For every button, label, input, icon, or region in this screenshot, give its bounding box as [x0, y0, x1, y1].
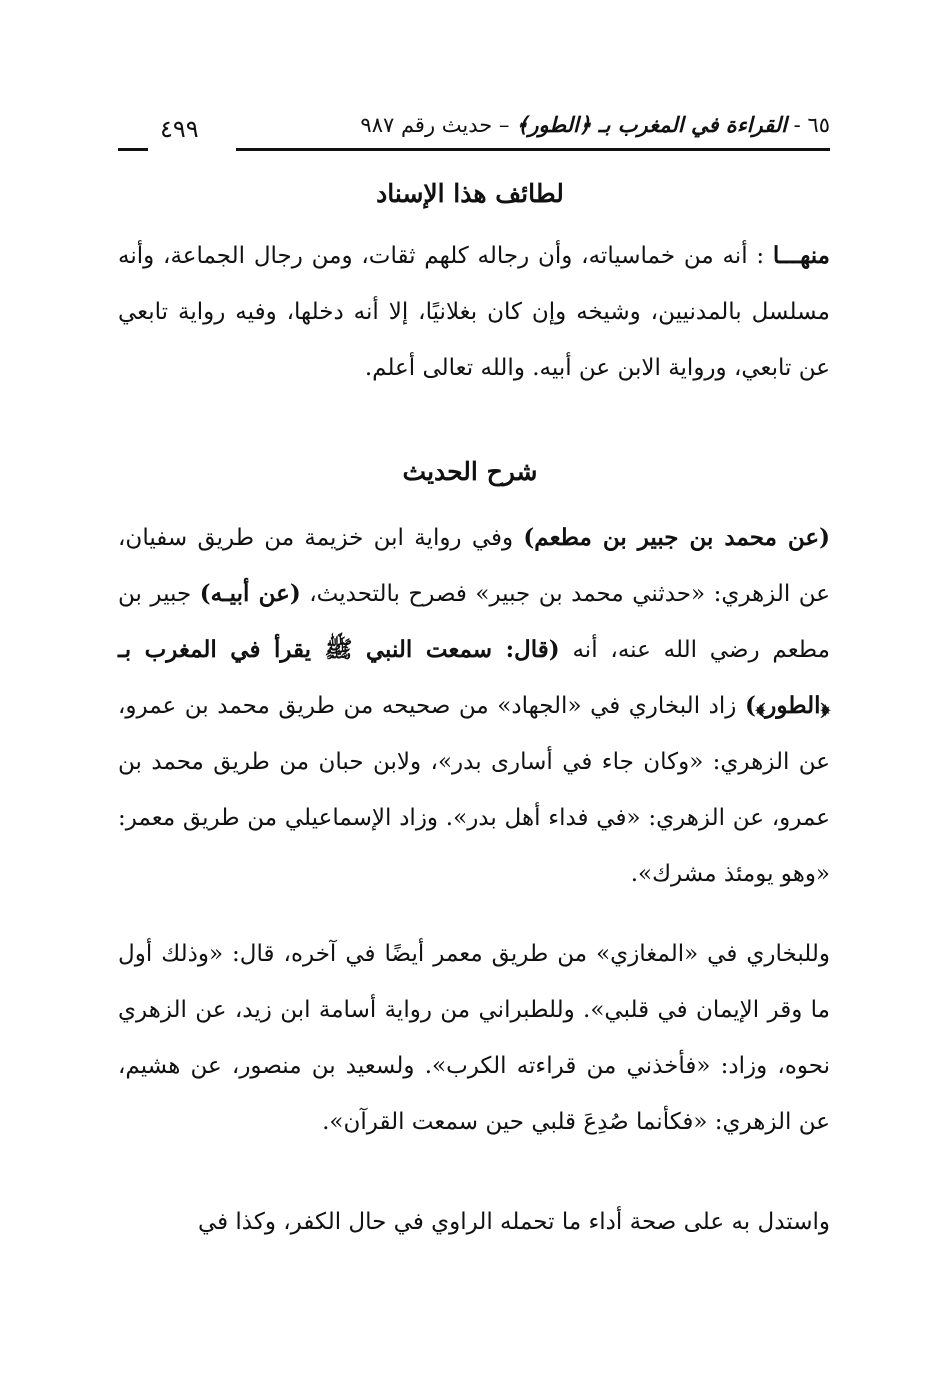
page-number-rule [118, 148, 148, 151]
paragraph-text: زاد البخاري في «الجهاد» من صحيحه من طريق محمد بن عمرو، عن الزهري: «وكان جاء في أسارى بدر»، ولابن حبان من طريق محمد بن عمرو، عن الزهري: «في فداء أهل بدر». وزاد الإسماعيلي من طريق معمر: «وهو يومئذ مشرك». [118, 693, 830, 887]
paragraph-sharh-2: وللبخاري في «المغازي» من طريق معمر أيضًا في آخره، قال: «وذلك أول ما وقر الإيمان في قلبي». وللطبراني من رواية أسامة ابن زيد، عن الزهري نحوه، وزاد: «فأخذني من قراءته الكرب». ولسعيد بن منصور، عن هشيم، عن الزهري: «فكأنما صُدِعَ قلبي حين سمعت القرآن». [118, 941, 830, 1135]
header-rule [236, 148, 830, 151]
paragraph-sharh-3: واستدل به على صحة أداء ما تحمله الراوي في حال الكفر، وكذا في [197, 1209, 830, 1235]
quoted-text: (عن أبيـه) [199, 580, 301, 607]
page-number: ٤٩٩ [160, 115, 199, 143]
chapter-number: ٦٥ - [793, 113, 830, 137]
paragraph-text: جبير بن مطعم رضي الله عنه، أنه [118, 581, 830, 663]
quoted-text: (قال: سمعت النبي ﷺ يقرأ في المغرب بـ ﴿الطور﴾) [118, 636, 830, 719]
paragraph-text: وفي رواية ابن خزيمة من طريق سفيان، عن الزهري: «حدثني محمد بن جبير» فصرح بالتحديث، [118, 525, 830, 607]
hadith-reference: – حديث رقم ٩٨٧ [360, 113, 510, 137]
section-heading-sharh: شرح الحديث [402, 457, 538, 486]
header-title [360, 108, 830, 142]
quoted-text: (عن محمد بن جبير بن مطعم) [523, 524, 830, 551]
section-heading-isnad: لطائف هذا الإسناد [376, 179, 564, 208]
chapter-title: القراءة في المغرب بـ ﴿الطور﴾ [516, 112, 787, 137]
paragraph-sharh-1 [118, 510, 830, 902]
paragraph-text: : أنه من خماسياته، وأن رجاله كلهم ثقات، ومن رجال الجماعة، وأنه مسلسل بالمدنيين، وشيخه وإن كان بغلانيًا، إلا أنه دخلها، وفيه رواية تابعي عن تابعي، ورواية الابن عن أبيه. والله تعالى أعلم. [118, 243, 830, 381]
paragraph-lead: منهـــا [772, 242, 830, 269]
running-header [118, 108, 830, 148]
paragraph-isnad [118, 228, 830, 396]
